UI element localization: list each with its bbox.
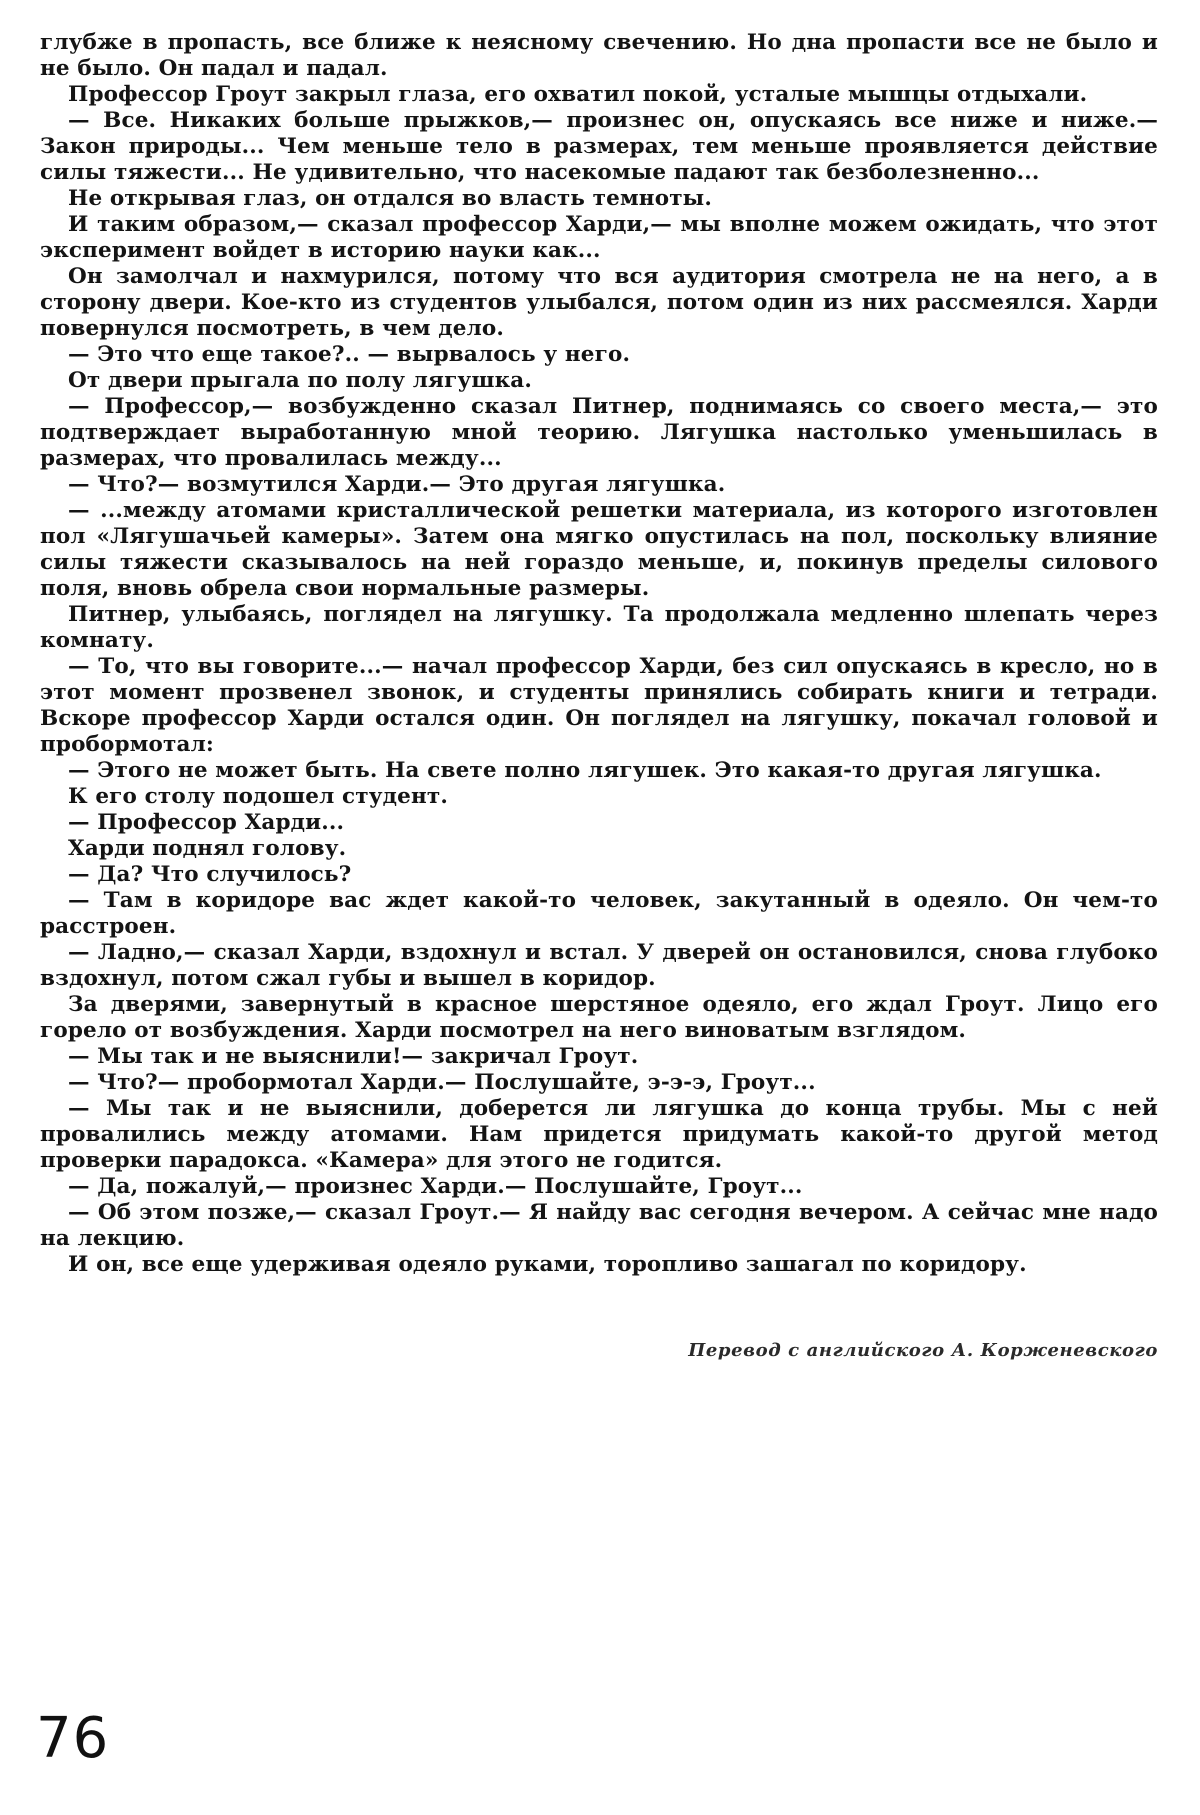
translator-credit: Перевод с английского А. Корженевского: [688, 1340, 1158, 1361]
paragraph: — Мы так и не выяснили, доберется ли лягушка до конца трубы. Мы с ней провалились между атомами. Нам придется придумать какой-то другой метод проверки парадокса. «Камера» для этого не годится.: [40, 1096, 1158, 1173]
paragraph: Питнер, улыбаясь, поглядел на лягушку. Та продолжала медленно шлепать через комнату.: [40, 602, 1158, 653]
paragraph: Он замолчал и нахмурился, потому что вся аудитория смотрела не на него, а в сторону двери. Кое-кто из студентов улыбался, потом один из них рассмеялся. Харди повернулся посмотреть, в чем дело.: [40, 264, 1158, 341]
paragraph: — Да, пожалуй,— произнес Харди.— Послушайте, Гроут...: [68, 1174, 803, 1199]
paragraph: — Это что еще такое?.. — вырвалось у него.: [68, 342, 631, 367]
paragraph: — Об этом позже,— сказал Гроут.— Я найду вас сегодня вечером. А сейчас мне надо на лекцию.: [40, 1200, 1158, 1251]
paragraph: — Да? Что случилось?: [68, 862, 352, 887]
paragraph: — То, что вы говорите...— начал профессор Харди, без сил опускаясь в кресло, но в этот момент прозвенел звонок, и студенты принялись собирать книги и тетради. Вскоре профессор Харди остался один. Он поглядел на лягушку, покачал головой и пробормотал:: [40, 654, 1158, 757]
paragraph: — Мы так и не выяснили!— закричал Гроут.: [68, 1044, 639, 1069]
paragraph: Профессор Гроут закрыл глаза, его охватил покой, усталые мышцы отдыхали.: [68, 82, 1088, 107]
paragraph: За дверями, завернутый в красное шерстяное одеяло, его ждал Гроут. Лицо его горело от возбуждения. Харди посмотрел на него виноватым взглядом.: [40, 992, 1158, 1043]
paragraph: глубже в пропасть, все ближе к неясному свечению. Но дна пропасти все не было и не было. Он падал и падал.: [40, 30, 1158, 81]
paragraph: И таким образом,— сказал профессор Харди,— мы вполне можем ожидать, что этот эксперимент войдет в историю науки как...: [40, 212, 1158, 263]
paragraph: — Профессор,— возбужденно сказал Питнер, поднимаясь со своего места,— это подтверждает выработанную мной теорию. Лягушка настолько уменьшилась в размерах, что провалилась между...: [40, 394, 1158, 471]
paragraph: — Профессор Харди...: [68, 810, 345, 835]
paragraph: От двери прыгала по полу лягушка.: [68, 368, 532, 393]
paragraph: — Ладно,— сказал Харди, вздохнул и встал. У дверей он остановился, снова глубоко вздохнул, потом сжал губы и вышел в коридор.: [40, 940, 1158, 991]
paragraph: — Что?— возмутился Харди.— Это другая лягушка.: [68, 472, 726, 497]
paragraph: — ...между атомами кристаллической решетки материала, из которого изготовлен пол «Лягушачьей камеры». Затем она мягко опустилась на пол, поскольку влияние силы тяжести сказывалось на ней гораздо меньше, и, покинув пределы силового поля, вновь обрела свои нормальные размеры.: [40, 498, 1158, 601]
paragraph: И он, все еще удерживая одеяло руками, торопливо зашагал по коридору.: [68, 1252, 1027, 1277]
paragraph: — Там в коридоре вас ждет какой-то человек, закутанный в одеяло. Он чем-то расстроен.: [40, 888, 1158, 939]
paragraph: Харди поднял голову.: [68, 836, 347, 861]
paragraph: — Что?— пробормотал Харди.— Послушайте, э-э-э, Гроут...: [68, 1070, 816, 1095]
paragraph: — Этого не может быть. На свете полно лягушек. Это какая-то другая лягушка.: [68, 758, 1102, 783]
page-number: 76: [36, 1706, 110, 1771]
paragraph: — Все. Никаких больше прыжков,— произнес он, опускаясь все ниже и ниже.— Закон природы... Чем меньше тело в размерах, тем меньше проявляется действие силы тяжести... Не удивительно, что насекомые падают так безболезненно...: [40, 108, 1158, 185]
story-text: [40, 30, 1158, 1278]
paragraph: Не открывая глаз, он отдался во власть темноты.: [68, 186, 712, 211]
paragraph: К его столу подошел студент.: [68, 784, 448, 809]
